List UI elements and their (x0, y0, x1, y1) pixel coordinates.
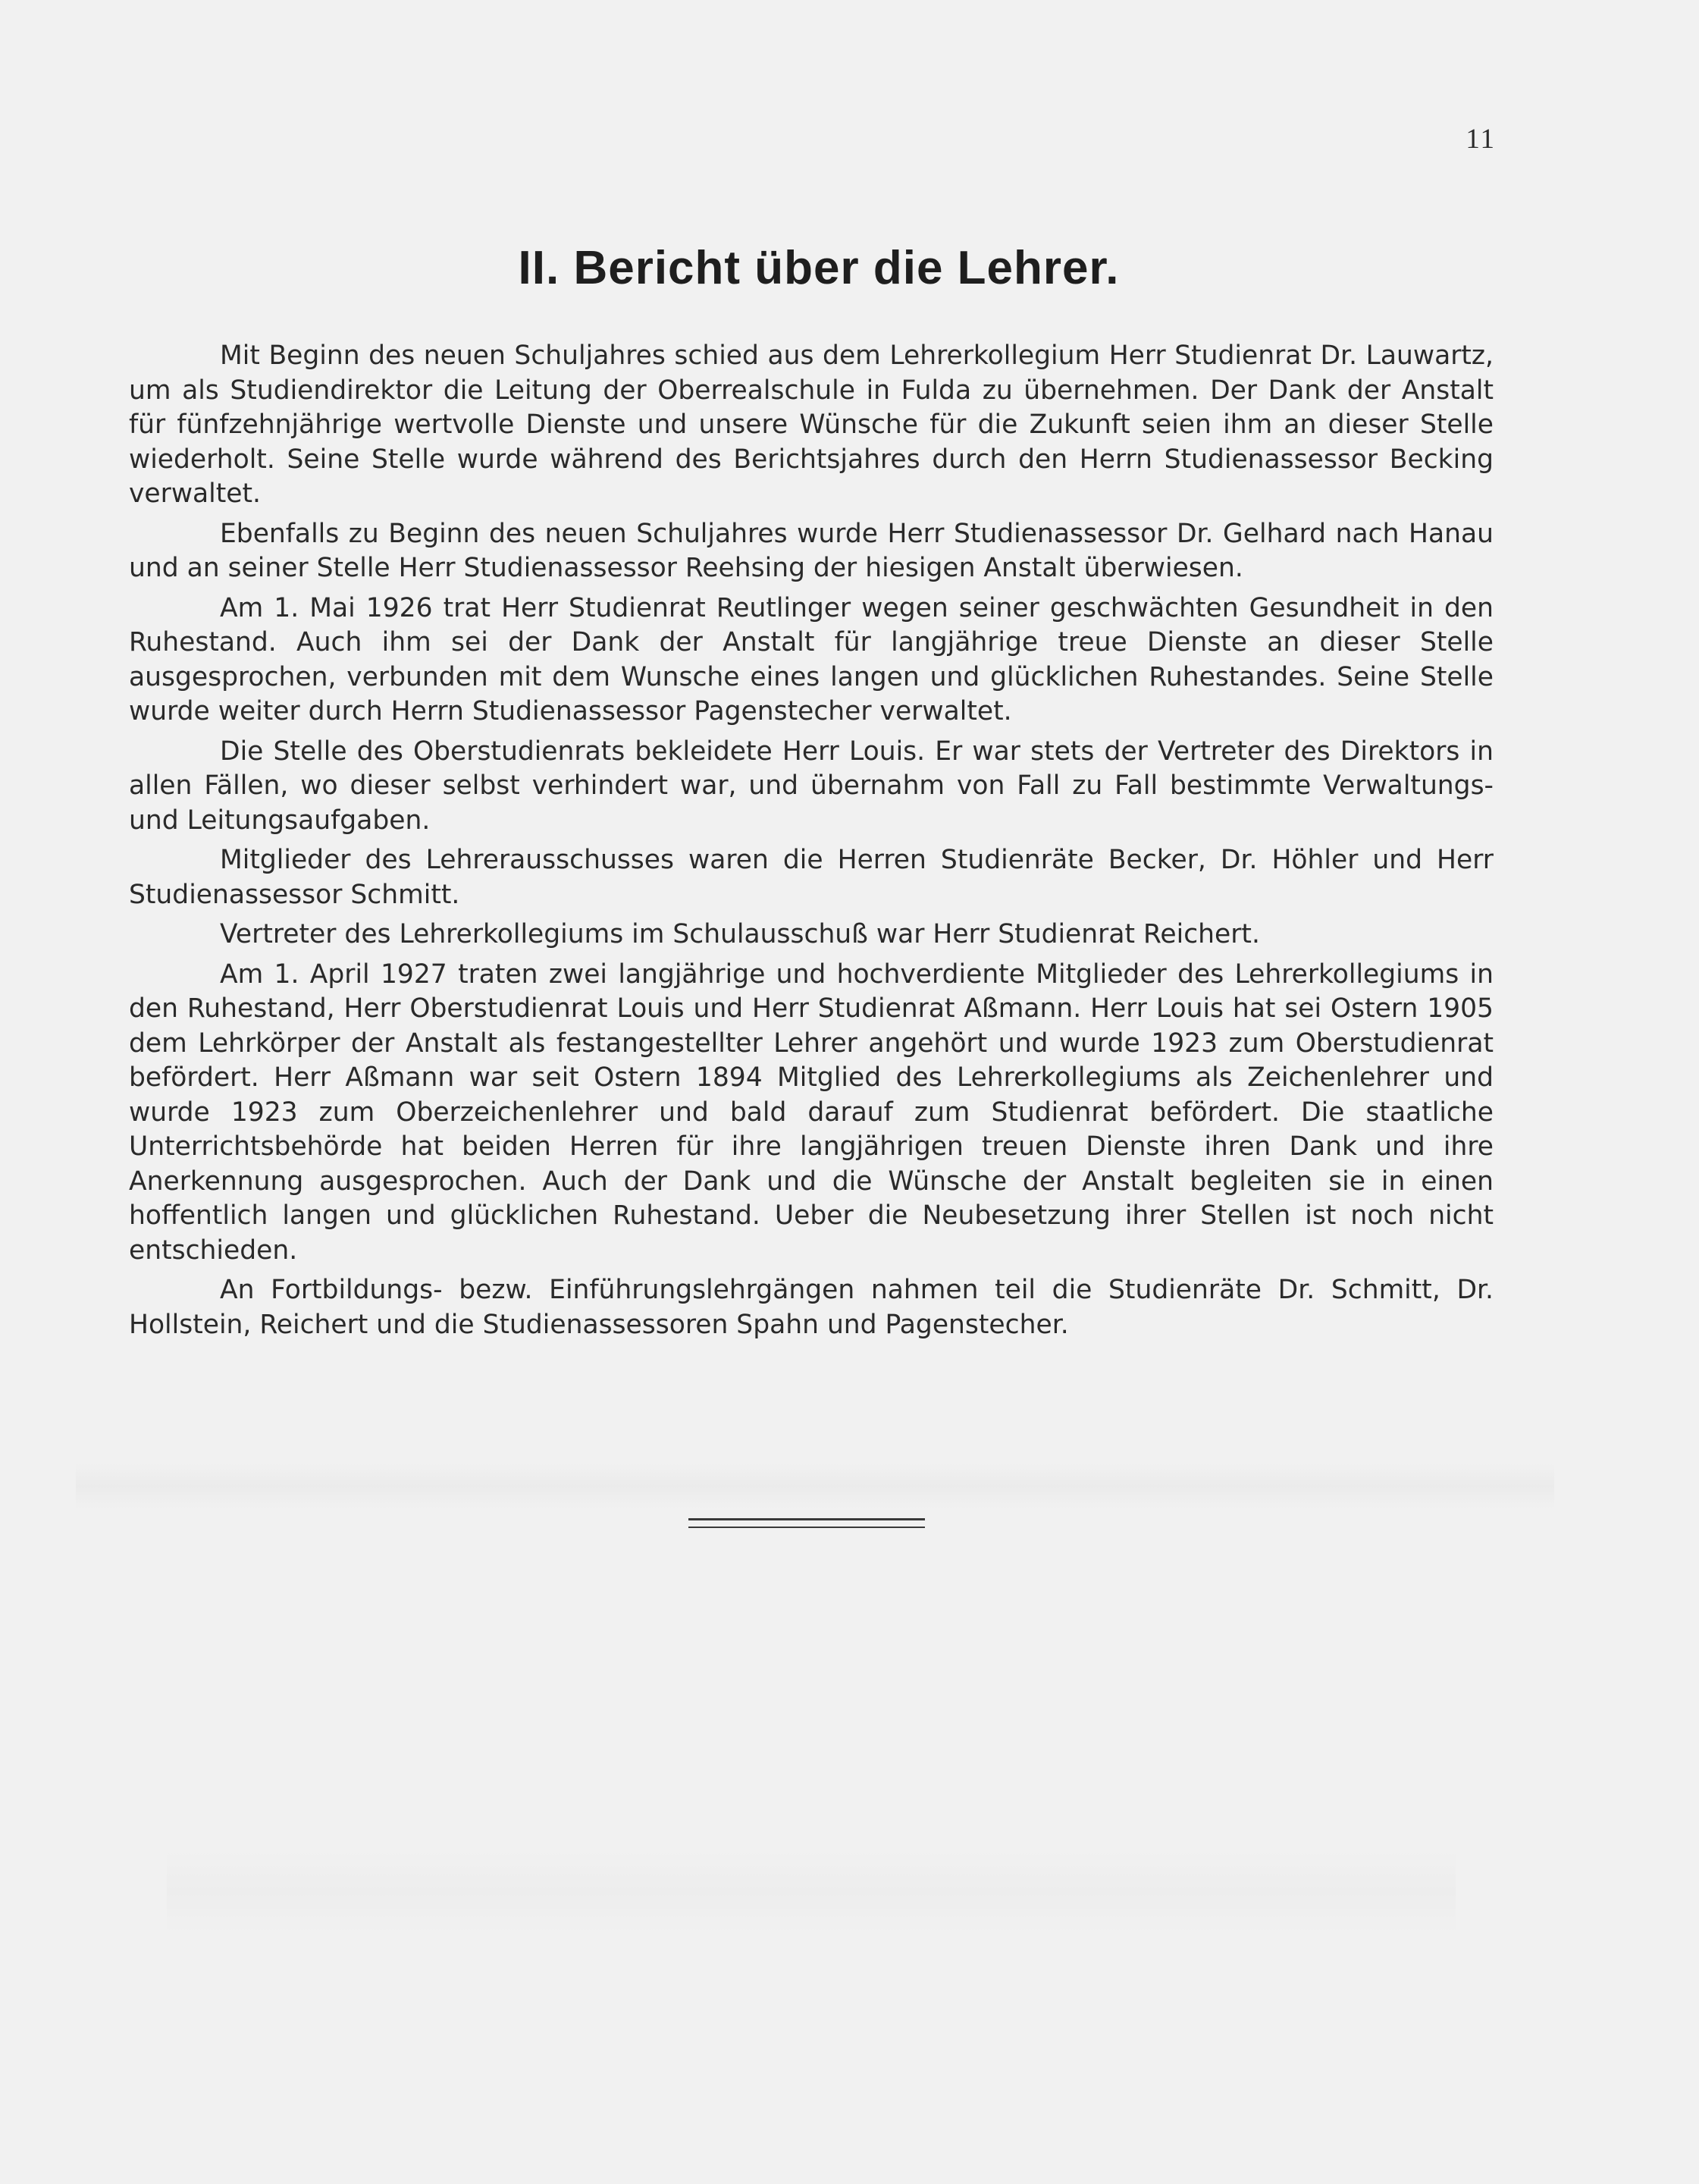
paragraph-schulausschuss: Vertreter des Lehrerkollegiums im Schulausschuß war Herr Studienrat Reichert. (220, 919, 1260, 949)
rule-line (688, 1527, 925, 1528)
bleed-through-shadow (76, 1464, 1554, 1509)
paragraph-departure-lauwartz: Mit Beginn des neuen Schuljahres schied aus dem Lehrerkollegium Herr Studienrat Dr. Lauwartz, um als Studiendirektor die Leitung der Oberrealschule in Fulda zu übernehmen. Der Dank der Anstalt für fünfzehnjährige wertvolle Dienste und unsere Wünsche für die Zukunft seien ihm an dieser Stelle wiederholt. Seine Stelle wurde während des Berichtsjahres durch den Herrn Studienassessor Becking verwaltet. (129, 340, 1494, 509)
bleed-through-shadow (167, 1850, 1456, 1934)
paragraph-oberstudienrat-louis: Die Stelle des Oberstudienrats bekleidete Herr Louis. Er war stets der Vertreter des Direktors in allen Fällen, wo dieser selbst verhindert war, und übernahm von Fall zu Fall bestimmte Verwaltungs- und Leitungsaufgaben. (129, 736, 1494, 836)
paragraph-transfer-gelhard: Ebenfalls zu Beginn des neuen Schuljahres wurde Herr Studienassessor Dr. Gelhard nach Hanau und an seiner Stelle Herr Studienassessor Reehsing der hiesigen Anstalt überwiesen. (129, 518, 1494, 583)
paragraph-lehrerausschuss: Mitglieder des Lehrerausschusses waren die Herren Studienräte Becker, Dr. Höhler und Herr Studienassessor Schmitt. (129, 845, 1494, 910)
closing-double-rule (688, 1518, 925, 1528)
section-title: II. Bericht über die Lehrer. (518, 242, 1120, 294)
paragraph-retirements-1927: Am 1. April 1927 traten zwei langjährige und hochverdiente Mitglieder des Lehrerkollegiums in den Ruhestand, Herr Oberstudienrat Louis und Herr Studienrat Aßmann. Herr Louis hat sei Ostern 1905 dem Lehrkörper der Anstalt als festangestellter Lehrer angehört und wurde 1923 zum Oberstudienrat befördert. Herr Aßmann war seit Ostern 1894 Mitglied des Lehrerkollegiums als Zeichenlehrer und wurde 1923 zum Oberzeichenlehrer und bald darauf zum Studienrat befördert. Die staatliche Unterrichtsbehörde hat beiden Herren für ihre langjährigen treuen Dienste ihren Dank und ihre Anerkennung ausgesprochen. Auch der Dank und die Wünsche der Anstalt begleiten sie in einen hoffentlich langen und glücklichen Ruhestand. Ueber die Neubesetzung ihrer Stellen ist noch nicht entschieden. (129, 959, 1494, 1266)
paragraph-retirement-reutlinger: Am 1. Mai 1926 trat Herr Studienrat Reutlinger wegen seiner geschwächten Gesundheit in den Ruhestand. Auch ihm sei der Dank der Anstalt für langjährige treue Dienste an dieser Stelle ausgesprochen, verbunden mit dem Wunsche eines langen und glücklichen Ruhestandes. Seine Stelle wurde weiter durch Herrn Studienassessor Pagenstecher verwaltet. (129, 592, 1494, 726)
page-number: 11 (1465, 124, 1496, 155)
rule-line (688, 1518, 925, 1520)
report-body (129, 339, 1494, 1348)
paragraph-fortbildung: An Fortbildungs- bezw. Einführungslehrgängen nahmen teil die Studienräte Dr. Schmitt, Dr. Hollstein, Reichert und die Studienassessoren Spahn und Pagenstecher. (129, 1275, 1494, 1340)
